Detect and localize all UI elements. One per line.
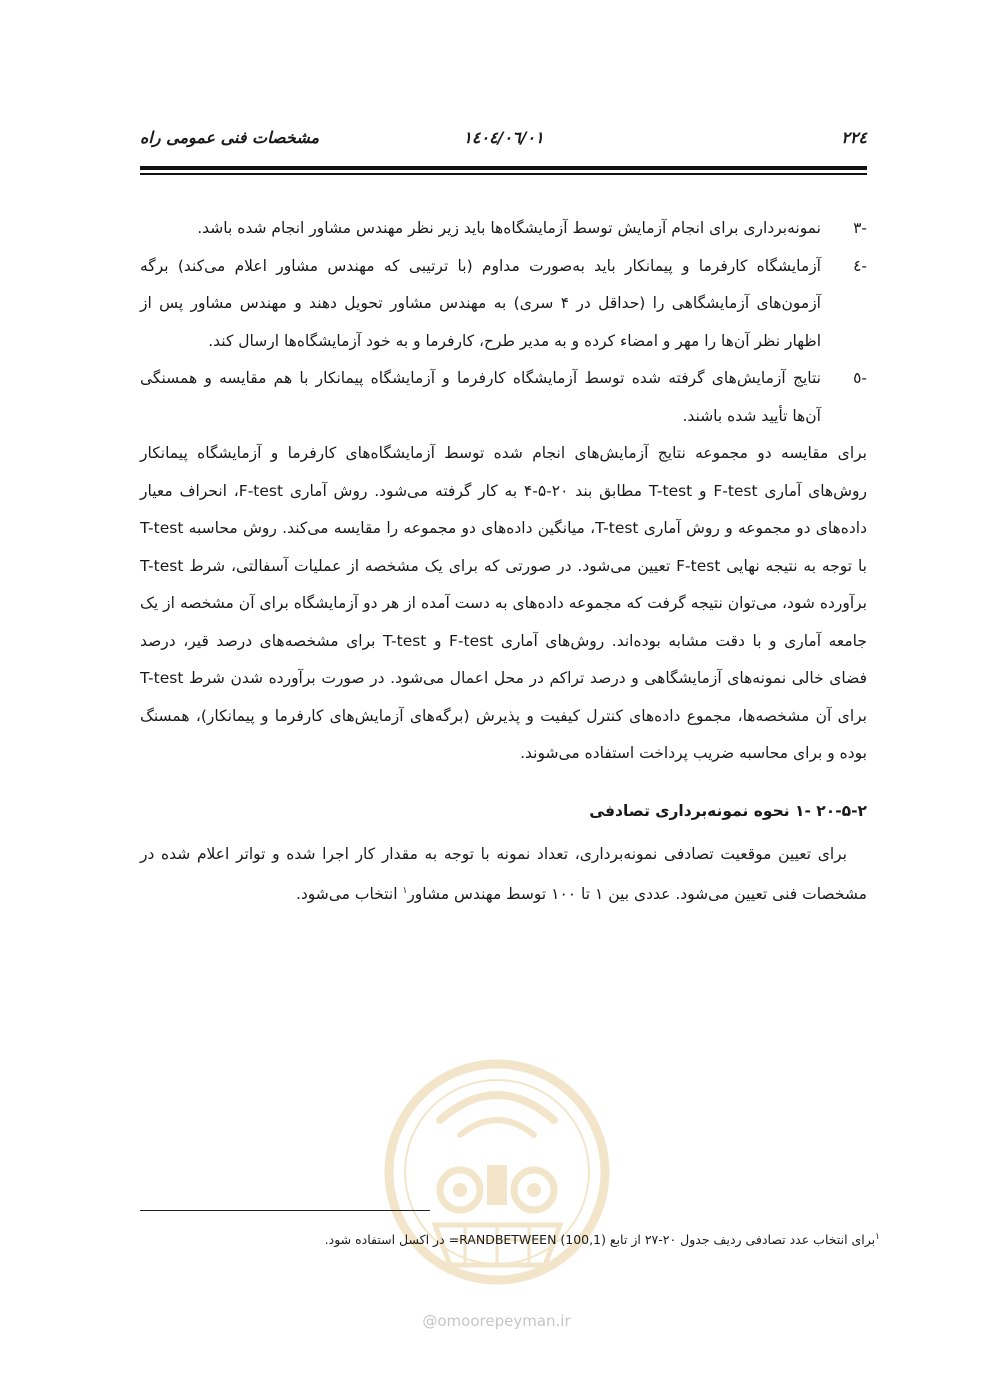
footnote-reference[interactable]: ۱ bbox=[402, 886, 408, 896]
page-number: ۲۲٤ bbox=[841, 128, 867, 147]
list-item bbox=[140, 210, 867, 248]
list-item-number: -۳ bbox=[853, 219, 867, 237]
footnote-rule bbox=[140, 1210, 430, 1211]
footnote-text: برای انتخاب عدد تصادفی ردیف جدول ۲۰-۲۷ از تابع RANDBETWEEN (100,1)= در اکسل استفاده شود. bbox=[324, 1232, 876, 1248]
main-paragraph: برای مقایسه دو مجموعه نتایج آزمایش‌های انجام شده توسط آزمایشگاه‌های کارفرما و آزمایشگاه پیمانکار روش‌های آماری F-test و T-test مطابق بند ۲۰-۵-۴ به کار گرفته می‌شود. روش آماری F-test، انحراف معیار داده‌های دو مجموعه و روش آماری T-test، میانگین داده‌های دو مجموعه را مقایسه می‌کند. روش محاسبه T-test با توجه به نتیجه نهایی F-test تعیین می‌شود. در صورتی که برای یک مشخصه از عملیات آسفالتی، شرط T-test برآورده شود، می‌توان نتیجه گرفت که مجموعه داده‌های به دست آمده از هر دو آزمایشگاه برای آن مشخصه از یک جامعه آماری و با دقت مشابه بوده‌اند. روش‌های آماری F-test و T-test برای مشخصه‌های درصد قیر، درصد فضای خالی نمونه‌های آزمایشگاهی و درصد تراکم در محل اعمال می‌شود. در صورت برآورده شدن شرط T-test برای آن مشخصه‌ها، مجموع داده‌های کنترل کیفیت و پذیرش (برگه‌های آزمایش‌های کارفرما و پیمانکار)، همسنگ بوده و برای محاسبه ضریب پرداخت استفاده می‌شوند. bbox=[140, 444, 868, 762]
list-item-text: نمونه‌برداری برای انجام آزمایش توسط آزمایشگاه‌ها باید زیر نظر مهندس مشاور انجام شده باشد. bbox=[197, 219, 821, 237]
page-header bbox=[140, 128, 867, 158]
list-item bbox=[140, 248, 867, 361]
footnote bbox=[140, 1226, 880, 1251]
section-paragraph-text: برای تعیین موقعیت تصادفی نمونه‌برداری، تعداد نمونه با توجه به مقدار کار اجرا شده و تواتر اعلام شده در مشخصات فنی تعیین می‌شود. عددی بین ۱ تا ۱۰۰ توسط مهندس مشاور bbox=[140, 844, 867, 904]
list-item-number: -٥ bbox=[853, 369, 867, 387]
list-item bbox=[140, 360, 867, 435]
watermark-text: @omoorepeyman.ir bbox=[422, 1312, 571, 1330]
list-item-text: آزمایشگاه کارفرما و پیمانکار باید به‌صورت مداوم (با ترتیبی که مهندس مشاور اعلام می‌کند) برگه آزمون‌های آزمایشگاهی را (حداقل در ۴ سری) به مهندس مشاور تحویل دهند و مهندس مشاور پس از اظهار نظر آن‌ها را مهر و امضاء کرده و به مدیر طرح، کارفرما و به خود آزمایشگاه‌ها ارسال کند. bbox=[140, 256, 821, 350]
header-rule-thick bbox=[140, 166, 867, 170]
watermark-seal-icon bbox=[380, 1050, 615, 1295]
section-heading: ۲۰-۵-۲ -۱ نحوه نمونه‌برداری تصادفی bbox=[589, 801, 867, 820]
section-paragraph bbox=[140, 836, 867, 914]
section-paragraph-end: انتخاب می‌شود. bbox=[295, 885, 403, 904]
header-title: مشخصات فنی عمومی راه bbox=[140, 128, 320, 147]
page-content bbox=[140, 210, 867, 914]
header-rule-thin bbox=[140, 173, 867, 175]
list-item-number: -٤ bbox=[853, 256, 867, 275]
header-date: ۱٤۰٤/۰٦/۰۱ bbox=[463, 128, 544, 147]
list-item-text: نتایج آزمایش‌های گرفته شده توسط آزمایشگاه کارفرما و آزمایشگاه پیمانکار با هم مقایسه و همسنگی آن‌ها تأیید شده باشند. bbox=[140, 369, 821, 425]
footnote-marker: ۱ bbox=[875, 1232, 880, 1242]
